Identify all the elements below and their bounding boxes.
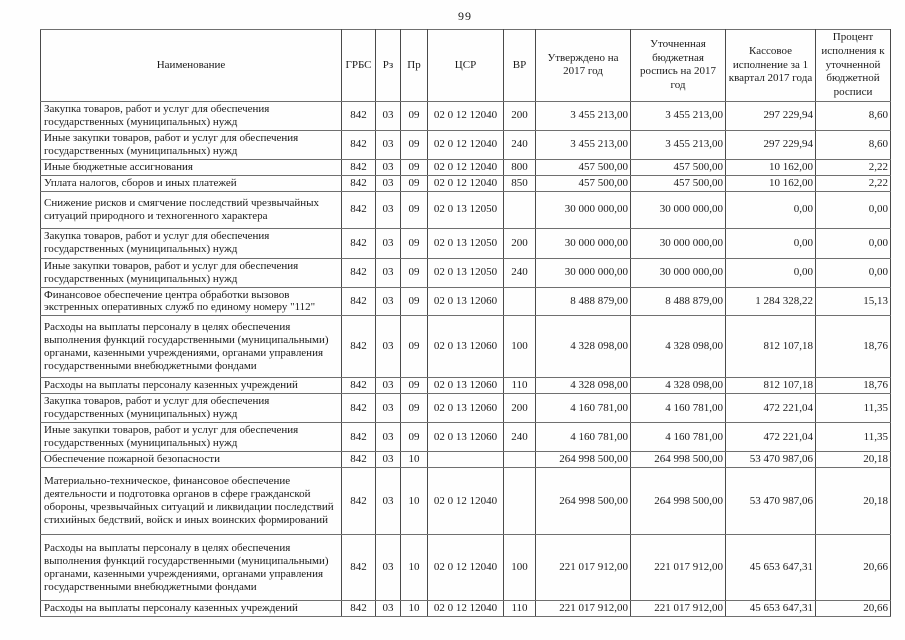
cell-grbs: 842: [342, 175, 376, 191]
cell-rz: 03: [376, 394, 401, 423]
cell-pr: 09: [401, 175, 428, 191]
cell-approved: 30 000 000,00: [536, 191, 631, 228]
cell-vr: 110: [504, 378, 536, 394]
cell-grbs: 842: [342, 601, 376, 617]
col-header-approved: Утверждено на 2017 год: [536, 30, 631, 102]
cell-vr: 850: [504, 175, 536, 191]
cell-pr: 10: [401, 468, 428, 535]
cell-name: Закупка товаров, работ и услуг для обеспечения государственных (муниципальных) нужд: [41, 101, 342, 130]
cell-approved: 457 500,00: [536, 159, 631, 175]
cell-approved: 4 328 098,00: [536, 316, 631, 378]
cell-percent: 11,35: [816, 394, 891, 423]
cell-updated: 457 500,00: [631, 175, 726, 191]
cell-approved: 4 160 781,00: [536, 394, 631, 423]
cell-updated: 8 488 879,00: [631, 287, 726, 316]
cell-vr: 200: [504, 228, 536, 258]
cell-rz: 03: [376, 423, 401, 452]
cell-vr: 800: [504, 159, 536, 175]
col-header-grbs: ГРБС: [342, 30, 376, 102]
cell-rz: 03: [376, 228, 401, 258]
cell-csr: 02 0 12 12040: [428, 535, 504, 601]
cell-csr: 02 0 12 12040: [428, 159, 504, 175]
col-header-percent: Процент исполнения к уточненной бюджетной росписи: [816, 30, 891, 102]
cell-cash: 53 470 987,06: [726, 452, 816, 468]
cell-approved: 3 455 213,00: [536, 101, 631, 130]
cell-approved: 264 998 500,00: [536, 452, 631, 468]
cell-pr: 09: [401, 191, 428, 228]
cell-cash: 0,00: [726, 228, 816, 258]
cell-rz: 03: [376, 535, 401, 601]
cell-name: Расходы на выплаты персоналу казенных учреждений: [41, 378, 342, 394]
cell-percent: 0,00: [816, 258, 891, 287]
cell-percent: 0,00: [816, 191, 891, 228]
cell-grbs: 842: [342, 228, 376, 258]
cell-name: Иные закупки товаров, работ и услуг для обеспечения государственных (муниципальных) нужд: [41, 130, 342, 159]
cell-grbs: 842: [342, 535, 376, 601]
table-row: [41, 394, 891, 423]
cell-cash: 812 107,18: [726, 378, 816, 394]
cell-name: Иные закупки товаров, работ и услуг для обеспечения государственных (муниципальных) нужд: [41, 423, 342, 452]
cell-csr: 02 0 13 12050: [428, 258, 504, 287]
cell-rz: 03: [376, 316, 401, 378]
cell-vr: 200: [504, 394, 536, 423]
cell-name: Расходы на выплаты персоналу казенных учреждений: [41, 601, 342, 617]
cell-cash: 10 162,00: [726, 175, 816, 191]
cell-grbs: 842: [342, 159, 376, 175]
cell-name: Снижение рисков и смягчение последствий чрезвычайных ситуаций природного и техногенного характера: [41, 191, 342, 228]
cell-grbs: 842: [342, 258, 376, 287]
cell-csr: 02 0 12 12040: [428, 468, 504, 535]
cell-cash: 0,00: [726, 258, 816, 287]
cell-csr: [428, 452, 504, 468]
cell-cash: 297 229,94: [726, 101, 816, 130]
cell-grbs: 842: [342, 423, 376, 452]
cell-approved: 8 488 879,00: [536, 287, 631, 316]
table-row: [41, 191, 891, 228]
cell-approved: 30 000 000,00: [536, 258, 631, 287]
cell-percent: 20,66: [816, 535, 891, 601]
table-row: [41, 452, 891, 468]
cell-updated: 4 328 098,00: [631, 378, 726, 394]
table-body: [41, 101, 891, 616]
cell-cash: 1 284 328,22: [726, 287, 816, 316]
cell-grbs: 842: [342, 287, 376, 316]
cell-vr: 240: [504, 258, 536, 287]
cell-grbs: 842: [342, 316, 376, 378]
cell-cash: 10 162,00: [726, 159, 816, 175]
cell-updated: 4 328 098,00: [631, 316, 726, 378]
cell-pr: 09: [401, 378, 428, 394]
cell-csr: 02 0 13 12060: [428, 378, 504, 394]
cell-percent: 8,60: [816, 101, 891, 130]
cell-vr: 200: [504, 101, 536, 130]
cell-vr: [504, 452, 536, 468]
cell-updated: 264 998 500,00: [631, 452, 726, 468]
cell-approved: 3 455 213,00: [536, 130, 631, 159]
cell-percent: 20,18: [816, 468, 891, 535]
cell-grbs: 842: [342, 452, 376, 468]
cell-rz: 03: [376, 175, 401, 191]
cell-percent: 15,13: [816, 287, 891, 316]
cell-approved: 30 000 000,00: [536, 228, 631, 258]
table-row: [41, 468, 891, 535]
table-row: [41, 228, 891, 258]
cell-cash: 812 107,18: [726, 316, 816, 378]
cell-rz: 03: [376, 130, 401, 159]
cell-percent: 8,60: [816, 130, 891, 159]
cell-csr: 02 0 13 12060: [428, 316, 504, 378]
cell-pr: 09: [401, 159, 428, 175]
cell-grbs: 842: [342, 130, 376, 159]
cell-name: Расходы на выплаты персоналу в целях обеспечения выполнения функций государственными (муниципальными) органами, казенными учреждениями, органами управления государственными внебюджетными фондами: [41, 316, 342, 378]
cell-cash: 297 229,94: [726, 130, 816, 159]
cell-vr: [504, 468, 536, 535]
cell-approved: 457 500,00: [536, 175, 631, 191]
cell-grbs: 842: [342, 468, 376, 535]
cell-cash: 472 221,04: [726, 394, 816, 423]
cell-updated: 457 500,00: [631, 159, 726, 175]
cell-rz: 03: [376, 452, 401, 468]
cell-updated: 4 160 781,00: [631, 394, 726, 423]
cell-name: Иные бюджетные ассигнования: [41, 159, 342, 175]
table-row: [41, 601, 891, 617]
cell-vr: [504, 191, 536, 228]
cell-name: Финансовое обеспечение центра обработки вызовов экстренных оперативных служб по единому номеру "112": [41, 287, 342, 316]
cell-csr: 02 0 13 12060: [428, 423, 504, 452]
cell-vr: 100: [504, 535, 536, 601]
cell-updated: 3 455 213,00: [631, 130, 726, 159]
cell-csr: 02 0 13 12060: [428, 394, 504, 423]
cell-pr: 09: [401, 287, 428, 316]
cell-rz: 03: [376, 468, 401, 535]
table-row: [41, 535, 891, 601]
cell-cash: 45 653 647,31: [726, 535, 816, 601]
cell-cash: 0,00: [726, 191, 816, 228]
cell-approved: 221 017 912,00: [536, 535, 631, 601]
table-row: [41, 175, 891, 191]
table-header-row: [41, 30, 891, 102]
cell-cash: 472 221,04: [726, 423, 816, 452]
table-row: [41, 101, 891, 130]
cell-updated: 221 017 912,00: [631, 535, 726, 601]
cell-rz: 03: [376, 258, 401, 287]
cell-rz: 03: [376, 287, 401, 316]
cell-pr: 09: [401, 228, 428, 258]
cell-csr: 02 0 12 12040: [428, 101, 504, 130]
table-row: [41, 159, 891, 175]
cell-percent: 18,76: [816, 378, 891, 394]
table-row: [41, 378, 891, 394]
cell-percent: 11,35: [816, 423, 891, 452]
cell-cash: 53 470 987,06: [726, 468, 816, 535]
cell-rz: 03: [376, 191, 401, 228]
cell-pr: 10: [401, 452, 428, 468]
col-header-updated: Уточненная бюджетная роспись на 2017 год: [631, 30, 726, 102]
cell-rz: 03: [376, 159, 401, 175]
cell-name: Уплата налогов, сборов и иных платежей: [41, 175, 342, 191]
cell-name: Закупка товаров, работ и услуг для обеспечения государственных (муниципальных) нужд: [41, 228, 342, 258]
table-row: [41, 130, 891, 159]
cell-vr: 110: [504, 601, 536, 617]
cell-pr: 09: [401, 423, 428, 452]
cell-pr: 09: [401, 101, 428, 130]
cell-grbs: 842: [342, 101, 376, 130]
cell-percent: 18,76: [816, 316, 891, 378]
table-row: [41, 258, 891, 287]
cell-pr: 10: [401, 535, 428, 601]
cell-csr: 02 0 12 12040: [428, 130, 504, 159]
table-row: [41, 287, 891, 316]
page-number: 99: [458, 9, 472, 23]
cell-rz: 03: [376, 101, 401, 130]
cell-pr: 09: [401, 258, 428, 287]
cell-percent: 2,22: [816, 159, 891, 175]
cell-updated: 30 000 000,00: [631, 228, 726, 258]
cell-name: Закупка товаров, работ и услуг для обеспечения государственных (муниципальных) нужд: [41, 394, 342, 423]
col-header-csr: ЦСР: [428, 30, 504, 102]
col-header-rz: Рз: [376, 30, 401, 102]
col-header-pr: Пр: [401, 30, 428, 102]
cell-rz: 03: [376, 378, 401, 394]
cell-pr: 09: [401, 316, 428, 378]
col-header-name: Наименование: [41, 30, 342, 102]
cell-approved: 4 328 098,00: [536, 378, 631, 394]
cell-vr: 100: [504, 316, 536, 378]
cell-rz: 03: [376, 601, 401, 617]
cell-grbs: 842: [342, 378, 376, 394]
cell-name: Иные закупки товаров, работ и услуг для обеспечения государственных (муниципальных) нужд: [41, 258, 342, 287]
cell-name: Расходы на выплаты персоналу в целях обеспечения выполнения функций государственными (муниципальными) органами, казенными учреждениями, органами управления государственными внебюджетными фондами: [41, 535, 342, 601]
cell-updated: 30 000 000,00: [631, 258, 726, 287]
cell-percent: 2,22: [816, 175, 891, 191]
cell-name: Обеспечение пожарной безопасности: [41, 452, 342, 468]
cell-percent: 0,00: [816, 228, 891, 258]
cell-cash: 45 653 647,31: [726, 601, 816, 617]
table-row: [41, 316, 891, 378]
cell-pr: 09: [401, 394, 428, 423]
cell-vr: [504, 287, 536, 316]
cell-updated: 3 455 213,00: [631, 101, 726, 130]
cell-pr: 10: [401, 601, 428, 617]
table-row: [41, 423, 891, 452]
cell-updated: 221 017 912,00: [631, 601, 726, 617]
cell-approved: 264 998 500,00: [536, 468, 631, 535]
cell-csr: 02 0 13 12060: [428, 287, 504, 316]
cell-name: Материально-техническое, финансовое обеспечение деятельности и подготовка органов в сфере гражданской обороны, чрезвычайных ситуаций и ликвидации последствий стихийных бедствий, войск и иных воинских формирований: [41, 468, 342, 535]
cell-csr: 02 0 13 12050: [428, 228, 504, 258]
cell-approved: 4 160 781,00: [536, 423, 631, 452]
cell-percent: 20,18: [816, 452, 891, 468]
budget-table: [40, 29, 891, 617]
col-header-vr: ВР: [504, 30, 536, 102]
cell-grbs: 842: [342, 394, 376, 423]
cell-updated: 4 160 781,00: [631, 423, 726, 452]
cell-updated: 30 000 000,00: [631, 191, 726, 228]
cell-pr: 09: [401, 130, 428, 159]
cell-vr: 240: [504, 423, 536, 452]
cell-csr: 02 0 13 12050: [428, 191, 504, 228]
cell-csr: 02 0 12 12040: [428, 175, 504, 191]
cell-percent: 20,66: [816, 601, 891, 617]
col-header-cash: Кассовое исполнение за 1 квартал 2017 года: [726, 30, 816, 102]
cell-grbs: 842: [342, 191, 376, 228]
cell-csr: 02 0 12 12040: [428, 601, 504, 617]
cell-approved: 221 017 912,00: [536, 601, 631, 617]
cell-updated: 264 998 500,00: [631, 468, 726, 535]
cell-vr: 240: [504, 130, 536, 159]
